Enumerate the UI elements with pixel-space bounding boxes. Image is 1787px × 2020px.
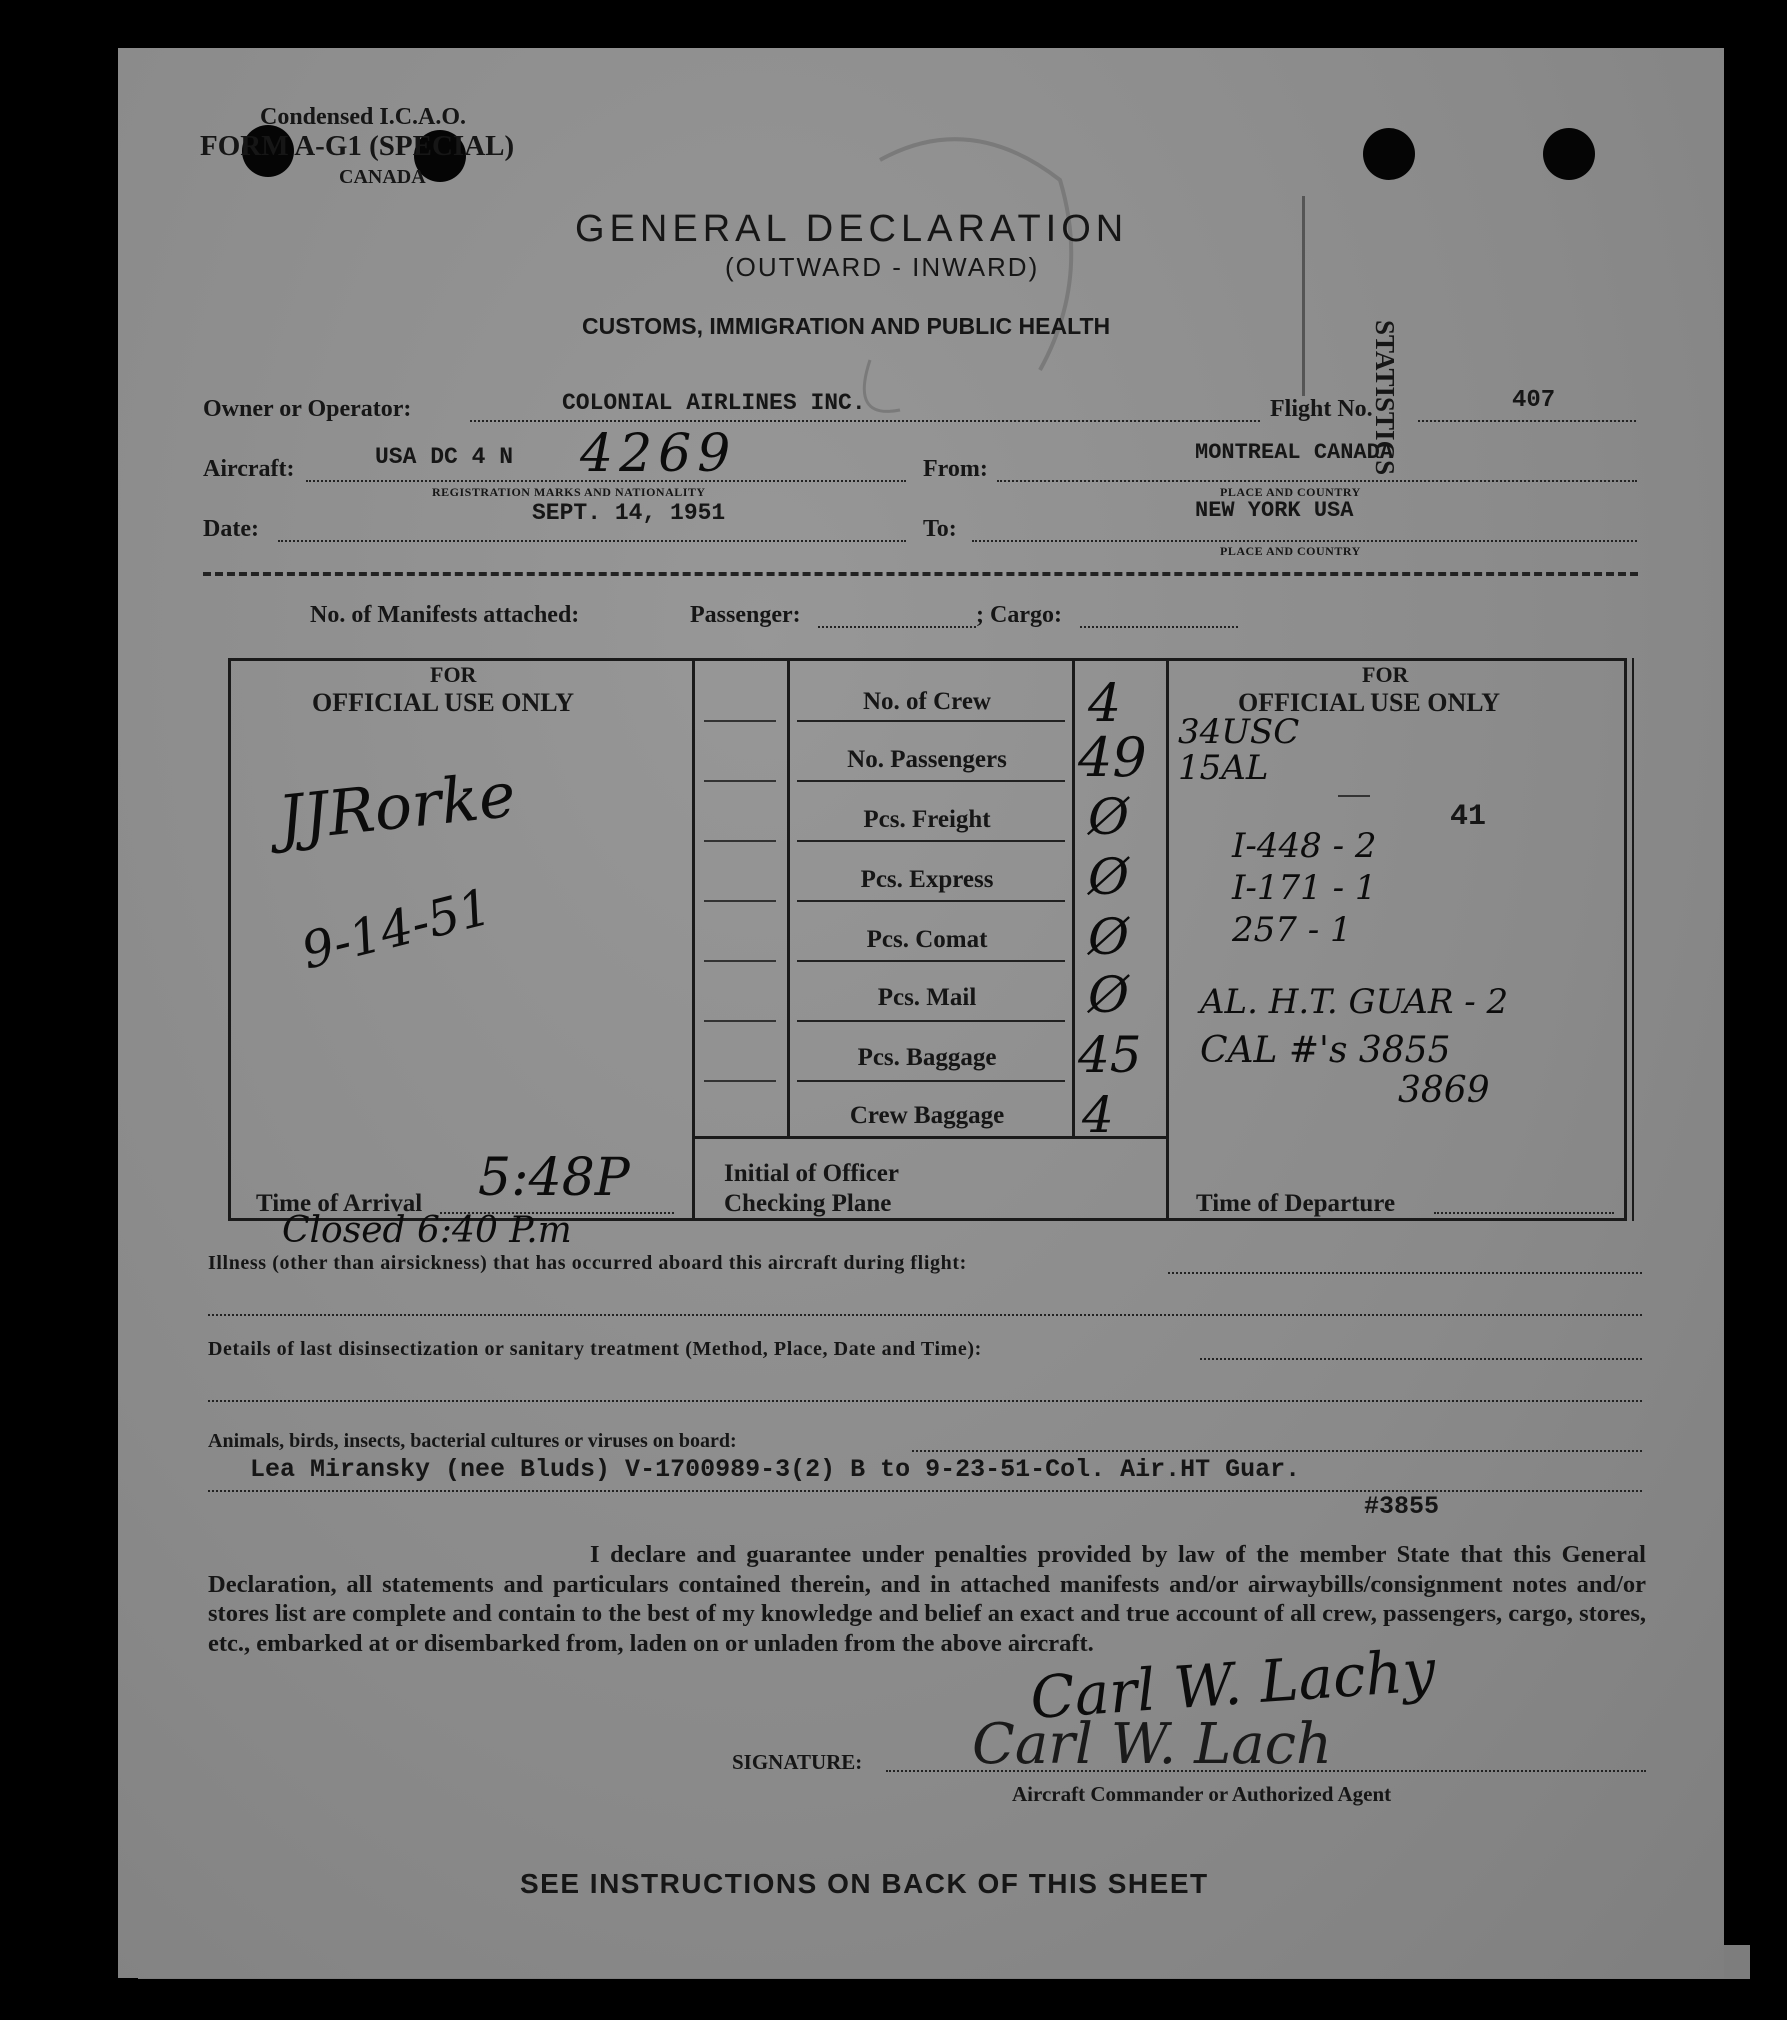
manifests-label: No. of Manifests attached:	[310, 602, 580, 628]
form-line-1: Condensed I.C.A.O.	[260, 104, 467, 130]
item-line-express	[797, 900, 1065, 902]
officer-date: 9-14-51	[295, 877, 498, 981]
aircraft-number: 4269	[580, 424, 737, 484]
officer-signature: JJRorke	[274, 757, 519, 856]
illness-line-1	[1168, 1272, 1642, 1274]
animals-label: Animals, birds, insects, bacterial cultures or viruses on board:	[208, 1430, 737, 1452]
form-line-2: FORM A-G1 (SPECIAL)	[200, 130, 515, 162]
item-value-crew: 4	[1088, 674, 1122, 734]
table-top	[228, 658, 1626, 661]
illness-label: Illness (other than airsickness) that has occurred aboard this aircraft during flight:	[208, 1252, 967, 1274]
item-label-crew-baggage: Crew Baggage	[849, 1102, 1005, 1129]
note-i448: I-448 - 2	[1232, 826, 1377, 866]
item-label-express: Pcs. Express	[860, 866, 994, 893]
table-vline-3	[1072, 658, 1075, 1138]
note-41: 41	[1450, 800, 1487, 834]
item-label-baggage: Pcs. Baggage	[857, 1044, 997, 1071]
flight-line	[1418, 420, 1636, 422]
date-value: SEPT. 14, 1951	[532, 500, 726, 526]
flight-label: Flight No.	[1270, 396, 1373, 422]
note-3869: 3869	[1398, 1070, 1490, 1111]
cargo-line	[1080, 626, 1238, 628]
flight-value: 407	[1512, 387, 1556, 414]
item-value-crew-baggage: 4	[1082, 1086, 1114, 1144]
item-value-express: Ø	[1088, 848, 1129, 906]
item-line-freight	[797, 840, 1065, 842]
item-label-mail: Pcs. Mail	[877, 984, 977, 1011]
from-caption: PLACE AND COUNTRY	[1220, 485, 1361, 499]
declaration-body: I declare and guarantee under penalties provided by law of the member State that this General Declaration, all statements and particulars contained therein, and in attached manifests and/or airwaybills/consignment notes and/or stores list are complete and contain to the best of my knowledge and belief an exact and true account of all crew, passengers, cargo, stores, etc., embarked at or disembarked from, laden on or unladen from the above aircraft.	[208, 1541, 1646, 1657]
table-vline-5	[1632, 658, 1634, 1221]
note-34usc: 34USC	[1178, 712, 1300, 752]
stamp-border	[1302, 196, 1305, 396]
disinsect-line-2	[208, 1400, 1642, 1402]
note-15al: 15AL	[1178, 748, 1269, 788]
item-line-passengers	[797, 780, 1065, 782]
page-subtitle: (OUTWARD - INWARD)	[725, 252, 1040, 282]
from-line	[997, 480, 1637, 482]
row-blank-line	[704, 1020, 776, 1022]
item-label-crew: No. of Crew	[863, 688, 991, 715]
date-label: Date:	[203, 516, 259, 542]
initial-officer-label-1: Initial of Officer	[724, 1160, 899, 1187]
note-257: 257 - 1	[1232, 910, 1352, 950]
punch-hole-3	[1363, 128, 1415, 180]
signature-caption: Aircraft Commander or Authorized Agent	[1012, 1782, 1392, 1806]
disinsect-line-1	[1200, 1358, 1642, 1360]
table-left	[228, 658, 231, 1221]
table-right	[1624, 658, 1627, 1221]
from-label: From:	[923, 456, 988, 482]
owner-label: Owner or Operator:	[203, 396, 412, 422]
note-dash	[1338, 795, 1370, 797]
row-blank-line	[704, 960, 776, 962]
disinsect-label: Details of last disinsectization or sanitary treatment (Method, Place, Date and Time):	[208, 1338, 982, 1360]
right-official-header-2: OFFICIAL USE ONLY	[1238, 688, 1500, 717]
cargo-label: ; Cargo:	[976, 602, 1062, 628]
date-line	[278, 540, 906, 542]
left-official-header-2: OFFICIAL USE ONLY	[312, 688, 574, 717]
time-arrival-label: Time of Arrival	[256, 1190, 423, 1217]
time-arrival-value: 5:48P	[478, 1148, 630, 1208]
animals-value-2: #3855	[1364, 1492, 1440, 1521]
item-value-baggage: 45	[1078, 1026, 1142, 1084]
to-line	[972, 540, 1637, 542]
item-line-comat	[797, 960, 1065, 962]
note-i171: I-171 - 1	[1232, 868, 1377, 908]
item-label-passengers: No. Passengers	[847, 746, 1007, 773]
note-al-ht-guar: AL. H.T. GUAR - 2	[1200, 982, 1509, 1022]
row-blank-line	[704, 840, 776, 842]
page-subhead: CUSTOMS, IMMIGRATION AND PUBLIC HEALTH	[582, 313, 1111, 339]
passenger-label: Passenger:	[690, 602, 801, 628]
owner-line	[470, 420, 1260, 422]
animals-line-1	[912, 1450, 1642, 1452]
row-blank-line	[704, 1080, 776, 1082]
page-title: GENERAL DECLARATION	[575, 208, 1129, 250]
closed-note: Closed 6:40 P.m	[282, 1210, 572, 1251]
form-line-3: CANADA	[339, 166, 426, 188]
instructions-footer: SEE INSTRUCTIONS ON BACK OF THIS SHEET	[520, 1868, 1209, 1899]
item-line-baggage	[797, 1080, 1065, 1082]
note-cal-3855: CAL #'s 3855	[1200, 1030, 1451, 1071]
to-label: To:	[923, 516, 957, 542]
aircraft-label: Aircraft:	[203, 456, 295, 482]
item-value-passengers: 49	[1078, 726, 1147, 789]
separator-line	[203, 572, 1638, 576]
row-blank-line	[704, 900, 776, 902]
signature-label: SIGNATURE:	[732, 1750, 863, 1774]
aircraft-value: USA DC 4 N	[375, 444, 514, 470]
animals-value: Lea Miransky (nee Bluds) V-1700989-3(2) B to 9-23-51-Col. Air.HT Guar.	[250, 1455, 1301, 1484]
left-official-header-1: FOR	[430, 662, 477, 687]
item-value-freight: Ø	[1088, 788, 1129, 846]
aircraft-caption: REGISTRATION MARKS AND NATIONALITY	[432, 485, 706, 499]
owner-value: COLONIAL AIRLINES INC.	[562, 390, 866, 416]
right-official-header-1: FOR	[1362, 662, 1409, 687]
signature-line	[886, 1770, 1646, 1772]
passenger-line	[818, 626, 976, 628]
from-value: MONTREAL CANADA	[1195, 440, 1394, 465]
time-departure-line	[1434, 1212, 1614, 1214]
signature-handwritten-2: Carl W. Lach	[972, 1712, 1333, 1777]
statistics-stamp: STATISTICS	[1370, 320, 1400, 476]
row-blank-line	[704, 780, 776, 782]
punch-hole-4	[1543, 128, 1595, 180]
item-line-mail	[797, 1020, 1065, 1022]
time-departure-label: Time of Departure	[1196, 1190, 1396, 1217]
item-value-mail: Ø	[1088, 966, 1129, 1024]
initial-officer-label-2: Checking Plane	[724, 1190, 892, 1217]
item-label-comat: Pcs. Comat	[866, 926, 988, 953]
to-caption: PLACE AND COUNTRY	[1220, 544, 1361, 558]
item-label-freight: Pcs. Freight	[863, 806, 991, 833]
to-value: NEW YORK USA	[1195, 498, 1354, 523]
item-value-comat: Ø	[1088, 908, 1129, 966]
item-line-crew	[797, 720, 1065, 722]
signature-handwritten-1: Carl W. Lachy	[1028, 1635, 1438, 1733]
illness-line-2	[208, 1314, 1642, 1316]
row-blank-line	[704, 720, 776, 722]
